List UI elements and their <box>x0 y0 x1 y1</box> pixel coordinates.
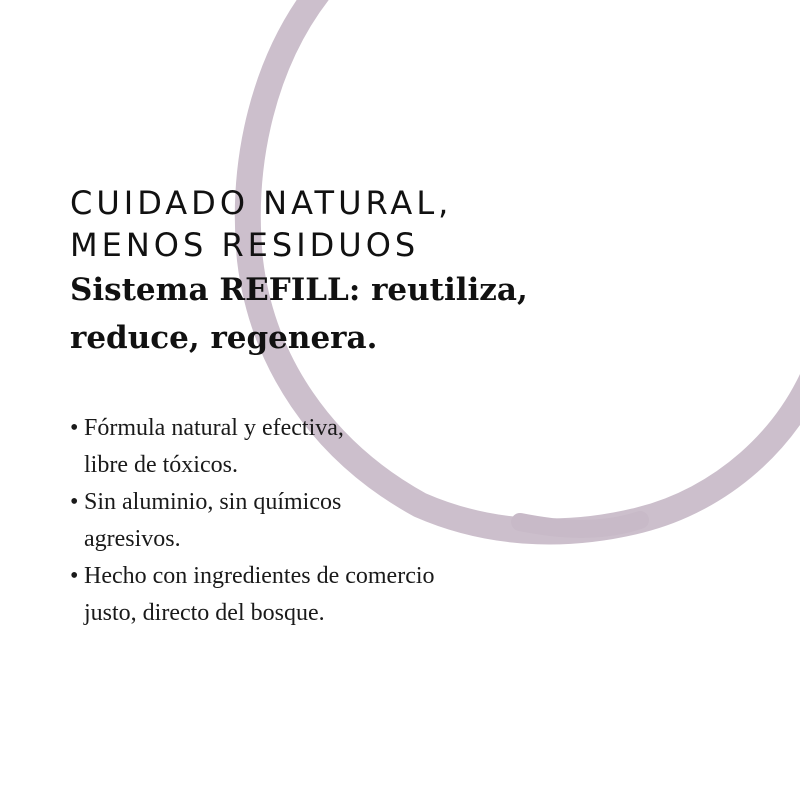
feature-item <box>70 410 770 484</box>
subheadline <box>70 266 770 362</box>
bullet-icon: • <box>70 489 79 515</box>
headline-line-2: MENOS RESIDUOS <box>70 226 420 264</box>
feature-text-line-1: Sin aluminio, sin químicos <box>84 489 342 515</box>
feature-item <box>70 484 770 558</box>
feature-text-line-1: Hecho con ingredientes de comercio <box>84 563 435 589</box>
subheadline-line-2: reduce, regenera. <box>70 320 378 356</box>
feature-list <box>70 410 770 632</box>
feature-item <box>70 558 770 632</box>
bullet-icon: • <box>70 563 79 589</box>
subheadline-line-1: Sistema REFILL: reutiliza, <box>70 272 528 308</box>
feature-text-line-2: agresivos. <box>84 526 181 552</box>
text-block <box>70 182 770 632</box>
feature-text-line-2: libre de tóxicos. <box>84 452 238 478</box>
headline <box>70 182 770 266</box>
feature-text-line-1: Fórmula natural y efectiva, <box>84 415 344 441</box>
bullet-icon: • <box>70 415 79 441</box>
headline-line-1: CUIDADO NATURAL, <box>70 184 453 222</box>
feature-text-line-2: justo, directo del bosque. <box>84 600 325 626</box>
